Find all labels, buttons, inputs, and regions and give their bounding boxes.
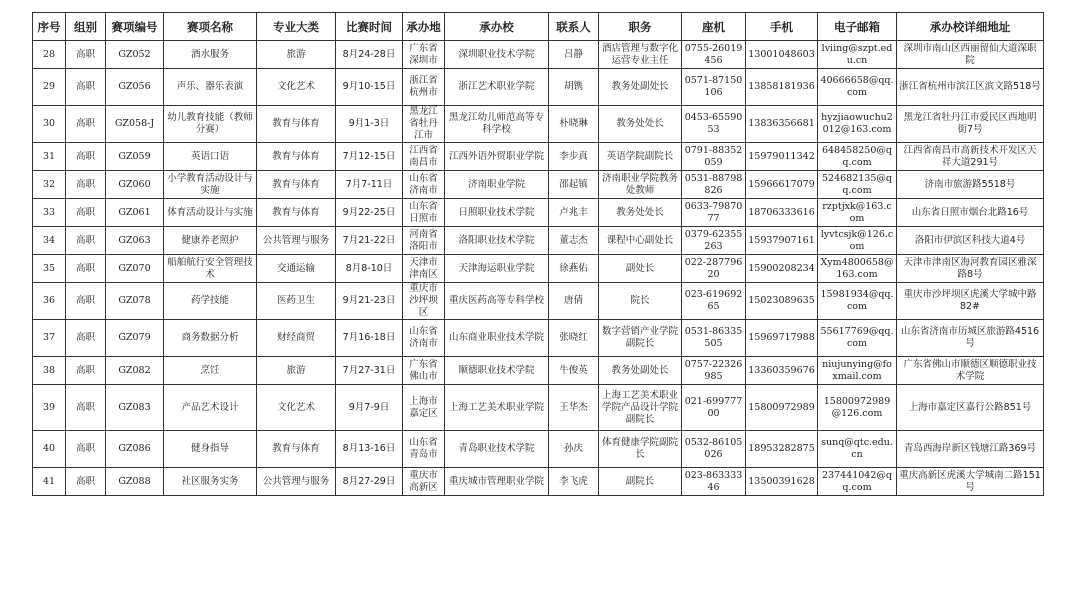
cell-position: 数字营销产业学院副院长 [599,320,682,357]
cell-contact: 孙庆 [549,431,599,468]
cell-name: 幼儿教育技能（教师分赛） [164,106,257,143]
cell-group: 高职 [66,320,106,357]
cell-name: 商务数据分析 [164,320,257,357]
cell-category: 公共管理与服务 [257,468,336,496]
cell-category: 旅游 [257,357,336,385]
header-position: 职务 [599,13,682,41]
cell-group: 高职 [66,69,106,106]
cell-contact: 邵起镇 [549,171,599,199]
table-row [33,41,1044,69]
cell-code: GZ060 [106,171,164,199]
cell-time: 7月21-22日 [336,227,403,255]
cell-category: 教育与体育 [257,171,336,199]
cell-email: 648458250@qq.com [818,143,897,171]
cell-mobile: 18706333616 [746,199,818,227]
cell-time: 7月12-15日 [336,143,403,171]
header-category: 专业大类 [257,13,336,41]
cell-place: 山东省济南市 [403,320,445,357]
cell-place: 黑龙江省牡丹江市 [403,106,445,143]
header-time: 比赛时间 [336,13,403,41]
cell-position: 教务处副处长 [599,69,682,106]
cell-place: 天津市津南区 [403,255,445,283]
table-row [33,227,1044,255]
cell-position: 体育健康学院副院长 [599,431,682,468]
cell-mobile: 15800972989 [746,385,818,431]
cell-code: GZ061 [106,199,164,227]
cell-school: 黑龙江幼儿师范高等专科学校 [445,106,549,143]
cell-email: lviing@szpt.edu.cn [818,41,897,69]
cell-code: GZ059 [106,143,164,171]
cell-name: 健康养老照护 [164,227,257,255]
cell-code: GZ088 [106,468,164,496]
cell-address: 广东省佛山市顺德区顺德职业技术学院 [897,357,1044,385]
cell-school: 顺德职业技术学院 [445,357,549,385]
cell-category: 交通运输 [257,255,336,283]
cell-address: 青岛西海岸新区钱塘江路369号 [897,431,1044,468]
cell-category: 公共管理与服务 [257,227,336,255]
cell-landline: 0571-87150106 [682,69,746,106]
table-row [33,283,1044,320]
table-row [33,199,1044,227]
cell-no: 29 [33,69,66,106]
cell-school: 济南职业学院 [445,171,549,199]
cell-time: 9月1-3日 [336,106,403,143]
cell-time: 8月13-16日 [336,431,403,468]
cell-landline: 0532-86105026 [682,431,746,468]
cell-category: 财经商贸 [257,320,336,357]
cell-landline: 0757-22326985 [682,357,746,385]
cell-category: 教育与体育 [257,143,336,171]
cell-school: 洛阳职业技术学院 [445,227,549,255]
cell-name: 药学技能 [164,283,257,320]
cell-school: 天津海运职业学院 [445,255,549,283]
cell-contact: 王华杰 [549,385,599,431]
cell-time: 9月21-23日 [336,283,403,320]
cell-mobile: 15023089635 [746,283,818,320]
cell-landline: 0531-88798826 [682,171,746,199]
table-row [33,143,1044,171]
cell-name: 船舶航行安全管理技术 [164,255,257,283]
cell-no: 40 [33,431,66,468]
cell-place: 重庆市高新区 [403,468,445,496]
cell-contact: 卢兆丰 [549,199,599,227]
cell-place: 河南省洛阳市 [403,227,445,255]
cell-mobile: 15969717988 [746,320,818,357]
cell-school: 山东商业职业技术学院 [445,320,549,357]
cell-time: 7月16-18日 [336,320,403,357]
cell-place: 广东省佛山市 [403,357,445,385]
cell-email: 55617769@qq.com [818,320,897,357]
cell-position: 上海工艺美术职业学院产品设计学院副院长 [599,385,682,431]
cell-name: 健身指导 [164,431,257,468]
cell-no: 31 [33,143,66,171]
cell-place: 江西省南昌市 [403,143,445,171]
header-school: 承办校 [445,13,549,41]
header-email: 电子邮箱 [818,13,897,41]
cell-position: 副院长 [599,468,682,496]
cell-group: 高职 [66,468,106,496]
table-row [33,171,1044,199]
cell-code: GZ056 [106,69,164,106]
contest-host-table-container [32,12,1043,496]
cell-no: 37 [33,320,66,357]
cell-place: 山东省济南市 [403,171,445,199]
cell-address: 江西省南昌市高新技术开发区天祥大道291号 [897,143,1044,171]
cell-group: 高职 [66,171,106,199]
cell-category: 文化艺术 [257,385,336,431]
cell-name: 酒水服务 [164,41,257,69]
cell-mobile: 15937907161 [746,227,818,255]
cell-code: GZ070 [106,255,164,283]
cell-name: 烹饪 [164,357,257,385]
table-row [33,385,1044,431]
cell-group: 高职 [66,431,106,468]
cell-email: 15800972989@126.com [818,385,897,431]
cell-address: 重庆高新区虎溪大学城南二路151号 [897,468,1044,496]
header-mobile: 手机 [746,13,818,41]
cell-place: 浙江省杭州市 [403,69,445,106]
cell-school: 重庆城市管理职业学院 [445,468,549,496]
cell-code: GZ052 [106,41,164,69]
table-row [33,69,1044,106]
cell-category: 教育与体育 [257,106,336,143]
cell-group: 高职 [66,199,106,227]
cell-time: 8月27-29日 [336,468,403,496]
cell-email: Xym4800658@163.com [818,255,897,283]
cell-position: 酒店管理与数字化运营专业主任 [599,41,682,69]
cell-name: 声乐、器乐表演 [164,69,257,106]
cell-school: 重庆医药高等专科学校 [445,283,549,320]
header-row [33,13,1044,41]
cell-category: 旅游 [257,41,336,69]
cell-mobile: 13858181936 [746,69,818,106]
cell-address: 重庆市沙坪坝区虎溪大学城中路82# [897,283,1044,320]
contest-host-table [32,12,1044,496]
cell-mobile: 13001048603 [746,41,818,69]
cell-contact: 朴晓琳 [549,106,599,143]
cell-name: 英语口语 [164,143,257,171]
cell-contact: 胡镌 [549,69,599,106]
cell-school: 青岛职业技术学院 [445,431,549,468]
cell-no: 34 [33,227,66,255]
cell-place: 重庆市沙坪坝区 [403,283,445,320]
cell-mobile: 13836356681 [746,106,818,143]
cell-contact: 徐燕佑 [549,255,599,283]
cell-address: 浙江省杭州市滨江区滨文路518号 [897,69,1044,106]
cell-group: 高职 [66,143,106,171]
table-row [33,320,1044,357]
cell-time: 7月27-31日 [336,357,403,385]
cell-place: 山东省青岛市 [403,431,445,468]
cell-position: 课程中心副处长 [599,227,682,255]
cell-contact: 李步真 [549,143,599,171]
cell-time: 9月22-25日 [336,199,403,227]
cell-no: 39 [33,385,66,431]
cell-landline: 0453-6559053 [682,106,746,143]
cell-code: GZ086 [106,431,164,468]
cell-email: rzptjxk@163.com [818,199,897,227]
cell-category: 教育与体育 [257,431,336,468]
cell-mobile: 18953282875 [746,431,818,468]
cell-code: GZ082 [106,357,164,385]
cell-code: GZ078 [106,283,164,320]
cell-position: 教务处处长 [599,106,682,143]
cell-place: 上海市嘉定区 [403,385,445,431]
cell-no: 30 [33,106,66,143]
cell-position: 英语学院副院长 [599,143,682,171]
table-row [33,431,1044,468]
header-group: 组别 [66,13,106,41]
cell-email: niujunying@foxmail.com [818,357,897,385]
cell-position: 教务处副处长 [599,357,682,385]
cell-landline: 023-61969265 [682,283,746,320]
cell-code: GZ083 [106,385,164,431]
cell-time: 8月8-10日 [336,255,403,283]
cell-position: 院长 [599,283,682,320]
cell-address: 天津市津南区海河教育园区雅深路8号 [897,255,1044,283]
cell-no: 33 [33,199,66,227]
cell-time: 9月7-9日 [336,385,403,431]
cell-landline: 0755-26019456 [682,41,746,69]
cell-school: 上海工艺美术职业学院 [445,385,549,431]
cell-code: GZ079 [106,320,164,357]
header-name: 赛项名称 [164,13,257,41]
cell-mobile: 13360359676 [746,357,818,385]
cell-no: 41 [33,468,66,496]
header-no: 序号 [33,13,66,41]
cell-group: 高职 [66,106,106,143]
cell-group: 高职 [66,255,106,283]
cell-contact: 唐倩 [549,283,599,320]
cell-email: 237441042@qq.com [818,468,897,496]
header-landline: 座机 [682,13,746,41]
cell-code: GZ058-J [106,106,164,143]
cell-address: 山东省日照市烟台北路16号 [897,199,1044,227]
cell-school: 江西外语外贸职业学院 [445,143,549,171]
table-row [33,468,1044,496]
cell-school: 浙江艺术职业学院 [445,69,549,106]
header-contact: 联系人 [549,13,599,41]
cell-category: 文化艺术 [257,69,336,106]
cell-group: 高职 [66,41,106,69]
cell-landline: 0633-7987077 [682,199,746,227]
cell-contact: 牛俊英 [549,357,599,385]
header-place: 承办地 [403,13,445,41]
cell-time: 8月24-28日 [336,41,403,69]
cell-group: 高职 [66,283,106,320]
cell-mobile: 13500391628 [746,468,818,496]
cell-name: 社区服务实务 [164,468,257,496]
cell-landline: 0379-62355263 [682,227,746,255]
cell-email: 15981934@qq.com [818,283,897,320]
cell-landline: 0791-88352059 [682,143,746,171]
cell-name: 小学教育活动设计与实施 [164,171,257,199]
cell-address: 济南市旅游路5518号 [897,171,1044,199]
cell-place: 广东省深圳市 [403,41,445,69]
cell-contact: 张晓红 [549,320,599,357]
table-row [33,106,1044,143]
cell-position: 教务处处长 [599,199,682,227]
cell-no: 35 [33,255,66,283]
cell-mobile: 15966617079 [746,171,818,199]
cell-no: 32 [33,171,66,199]
cell-mobile: 15979011342 [746,143,818,171]
cell-name: 体育活动设计与实施 [164,199,257,227]
cell-category: 教育与体育 [257,199,336,227]
cell-email: lyvtcsjk@126.com [818,227,897,255]
cell-mobile: 15900208234 [746,255,818,283]
cell-contact: 吕静 [549,41,599,69]
header-code: 赛项编号 [106,13,164,41]
table-row [33,255,1044,283]
cell-time: 9月10-15日 [336,69,403,106]
cell-no: 28 [33,41,66,69]
cell-address: 深圳市南山区西丽留仙大道深职院 [897,41,1044,69]
cell-email: 40666658@qq.com [818,69,897,106]
cell-email: 524682135@qq.com [818,171,897,199]
cell-group: 高职 [66,227,106,255]
cell-contact: 李飞虎 [549,468,599,496]
cell-no: 38 [33,357,66,385]
cell-category: 医药卫生 [257,283,336,320]
cell-code: GZ063 [106,227,164,255]
cell-time: 7月7-11日 [336,171,403,199]
cell-landline: 022-28779620 [682,255,746,283]
cell-email: sunq@qtc.edu.cn [818,431,897,468]
cell-landline: 021-69977700 [682,385,746,431]
cell-name: 产品艺术设计 [164,385,257,431]
cell-address: 山东省济南市历城区旅游路4516号 [897,320,1044,357]
header-address: 承办校详细地址 [897,13,1044,41]
cell-address: 洛阳市伊滨区科技大道4号 [897,227,1044,255]
cell-position: 济南职业学院教务处教师 [599,171,682,199]
cell-address: 上海市嘉定区嘉行公路851号 [897,385,1044,431]
cell-landline: 023-86333346 [682,468,746,496]
cell-place: 山东省日照市 [403,199,445,227]
cell-group: 高职 [66,385,106,431]
cell-no: 36 [33,283,66,320]
cell-position: 副处长 [599,255,682,283]
cell-address: 黑龙江省牡丹江市爱民区西地明街7号 [897,106,1044,143]
cell-landline: 0531-86335505 [682,320,746,357]
cell-contact: 董志杰 [549,227,599,255]
cell-school: 日照职业技术学院 [445,199,549,227]
table-row [33,357,1044,385]
cell-school: 深圳职业技术学院 [445,41,549,69]
cell-email: hyzjiaowuchu2012@163.com [818,106,897,143]
cell-group: 高职 [66,357,106,385]
